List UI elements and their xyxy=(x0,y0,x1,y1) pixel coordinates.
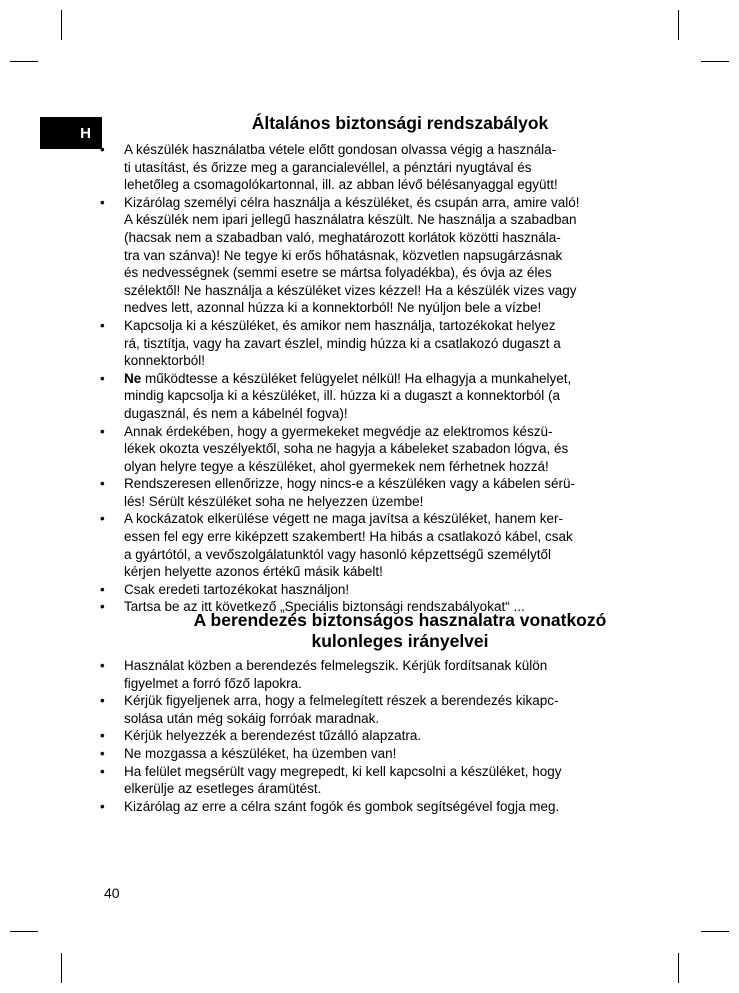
list-item xyxy=(96,194,646,317)
crop-mark xyxy=(678,953,679,983)
list-line: nedves lett, azonnal húzza ki a konnektorból! Ne nyúljon bele a vízbe! xyxy=(124,300,542,316)
list-line: Ne mozgassa a készüléket, ha üzemben van! xyxy=(124,745,397,761)
list-line: konnektorból! xyxy=(124,353,206,369)
list-line: lés! Sérült készüléket soha ne helyezzen üzembe! xyxy=(124,493,424,509)
bullet: • xyxy=(100,581,105,597)
list-item xyxy=(96,141,646,194)
list-line: olyan helyre tegye a készüléket, ahol gyermekek nem férhetnek hozzá! xyxy=(124,458,549,474)
list-line: Kizárólag személyi célra használja a készüléket, és csupán arra, amire való! xyxy=(124,194,580,210)
list-item xyxy=(96,475,646,510)
list-item xyxy=(96,581,646,599)
list-line: ti utasítást, és őrizze meg a garancialevéllel, a pénztári nyugtával és xyxy=(124,159,532,175)
list-line: Tartsa be az itt következő „Speciális biztonsági rendszabályokat“ ... xyxy=(124,599,525,615)
crop-mark xyxy=(701,931,729,932)
bullet: • xyxy=(100,693,105,709)
bullet: • xyxy=(100,370,105,386)
list-line xyxy=(124,370,646,388)
list-line: szélektől! Ne használja a készüléket vizes kézzel! Ha a készülék vizes vagy xyxy=(124,282,577,298)
list-line: és nedvességnek (semmi esetre se mártsa folyadékba), és óvja az éles xyxy=(124,265,552,281)
bullet: • xyxy=(100,798,105,814)
list-line: Annak érdekében, hogy a gyermekeket megvédje az elektromos készü- xyxy=(124,423,553,439)
list-line: Ha felület megsérült vagy megrepedt, ki kell kapcsolni a készüléket, hogy xyxy=(124,763,562,779)
list-line: A készülék használatba vétele előtt gondosan olvassa végig a használa- xyxy=(124,142,557,157)
list-item xyxy=(96,745,646,763)
list-line: A kockázatok elkerülése végett ne maga javítsa a készüléket, hanem ker- xyxy=(124,511,563,527)
list-line: Csak eredeti tartozékokat használjon! xyxy=(124,581,350,597)
list-line: elkerülje az esetleges áramütést. xyxy=(124,781,322,797)
list-line: dugasznál, és nem a kábelnél fogva)! xyxy=(124,405,348,421)
bullet: • xyxy=(100,476,105,492)
section-title-general-safety: Általános biztonsági rendszabályok xyxy=(251,113,549,133)
bullet: • xyxy=(100,745,105,761)
crop-mark xyxy=(61,953,62,983)
list-line: kérjen helyette azonos értékű másik kábelt! xyxy=(124,564,383,580)
list-item xyxy=(96,798,646,816)
bullet: • xyxy=(100,142,105,157)
bullet: • xyxy=(100,423,105,439)
crop-mark xyxy=(678,10,679,40)
list-line: Kérjük helyezzék a berendezést tűzálló alapzatra. xyxy=(124,728,422,744)
crop-mark xyxy=(10,931,38,932)
list-item xyxy=(96,727,646,745)
section-title-special-guidelines xyxy=(110,610,690,652)
list-line: (hacsak nem a szabadban való, meghatározott korlátok közötti használa- xyxy=(124,229,561,245)
bullet: • xyxy=(100,317,105,333)
general-safety-list xyxy=(96,141,646,616)
list-line: solása után még sokáig forróak maradnak. xyxy=(124,710,380,726)
language-tab-label: H xyxy=(80,124,91,142)
list-line: Rendszeresen ellenőrizze, hogy nincs-e a készüléken vagy a kábelen sérü- xyxy=(124,476,576,492)
list-item xyxy=(96,657,646,692)
list-line: figyelmet a forró főző lapokra. xyxy=(124,675,302,691)
list-line: a gyártótól, a vevőszolgálatunktól vagy hasonló képzettségű személytől xyxy=(124,546,551,562)
list-line: essen fel egy erre kiképzett szakembert! Ha hibás a csatlakozó kábel, csak xyxy=(124,529,573,545)
list-line: tra van szánva)! Ne tegye ki erős hőhatásnak, közvetlen napsugárzásnak xyxy=(124,247,563,263)
bullet: • xyxy=(100,728,105,744)
bullet: • xyxy=(100,763,105,779)
bullet: • xyxy=(100,658,105,673)
list-line: A készülék nem ipari jellegű használatra készült. Ne használja a szabadban xyxy=(124,212,577,228)
list-line: Kérjük figyeljenek arra, hogy a felmelegített részek a berendezés kikapc- xyxy=(124,693,559,709)
list-line: lehetőleg a csomagolókartonnal, ill. az abban lévő bélésanyaggal együtt! xyxy=(124,177,558,193)
crop-mark xyxy=(10,61,38,62)
list-item xyxy=(96,423,646,476)
list-line: Kapcsolja ki a készüléket, és amikor nem használja, tartozékokat helyez xyxy=(124,317,556,333)
list-line: rá, tisztítja, vagy ha zavart észlel, mindig húzza ki a csatlakozó dugaszt a xyxy=(124,335,561,351)
bullet: • xyxy=(100,194,105,210)
list-item xyxy=(96,317,646,370)
emphasis-ne: Ne xyxy=(124,370,142,386)
page-number: 40 xyxy=(104,885,120,901)
section-title-line: kulonleges irányelvei xyxy=(311,631,489,651)
section-title-line: A berendezés biztonságos hasznalatra vonatkozó xyxy=(193,610,607,630)
list-item xyxy=(96,370,646,423)
list-line: Használat közben a berendezés felmelegszik. Kérjük fordítsanak külön xyxy=(124,658,548,673)
list-item xyxy=(96,763,646,798)
list-line: mindig kapcsolja ki a készüléket, ill. húzza ki a dugaszt a konnektorból (a xyxy=(124,388,560,404)
bullet: • xyxy=(100,599,105,615)
list-line: lékek okozta veszélyektől, soha ne hagyja a kábeleket szabadon lógva, és xyxy=(124,441,569,457)
crop-mark xyxy=(61,10,62,40)
list-line-rest: működtesse a készüléket felügyelet nélkül! Ha elhagyja a munkahelyet, xyxy=(141,370,572,386)
language-tab xyxy=(40,117,102,149)
bullet: • xyxy=(100,511,105,527)
list-line: Kizárólag az erre a célra szánt fogók és gombok segítségével fogja meg. xyxy=(124,798,560,814)
special-guidelines-list xyxy=(96,657,646,815)
list-item xyxy=(96,692,646,727)
crop-mark xyxy=(701,61,729,62)
list-item xyxy=(96,510,646,580)
